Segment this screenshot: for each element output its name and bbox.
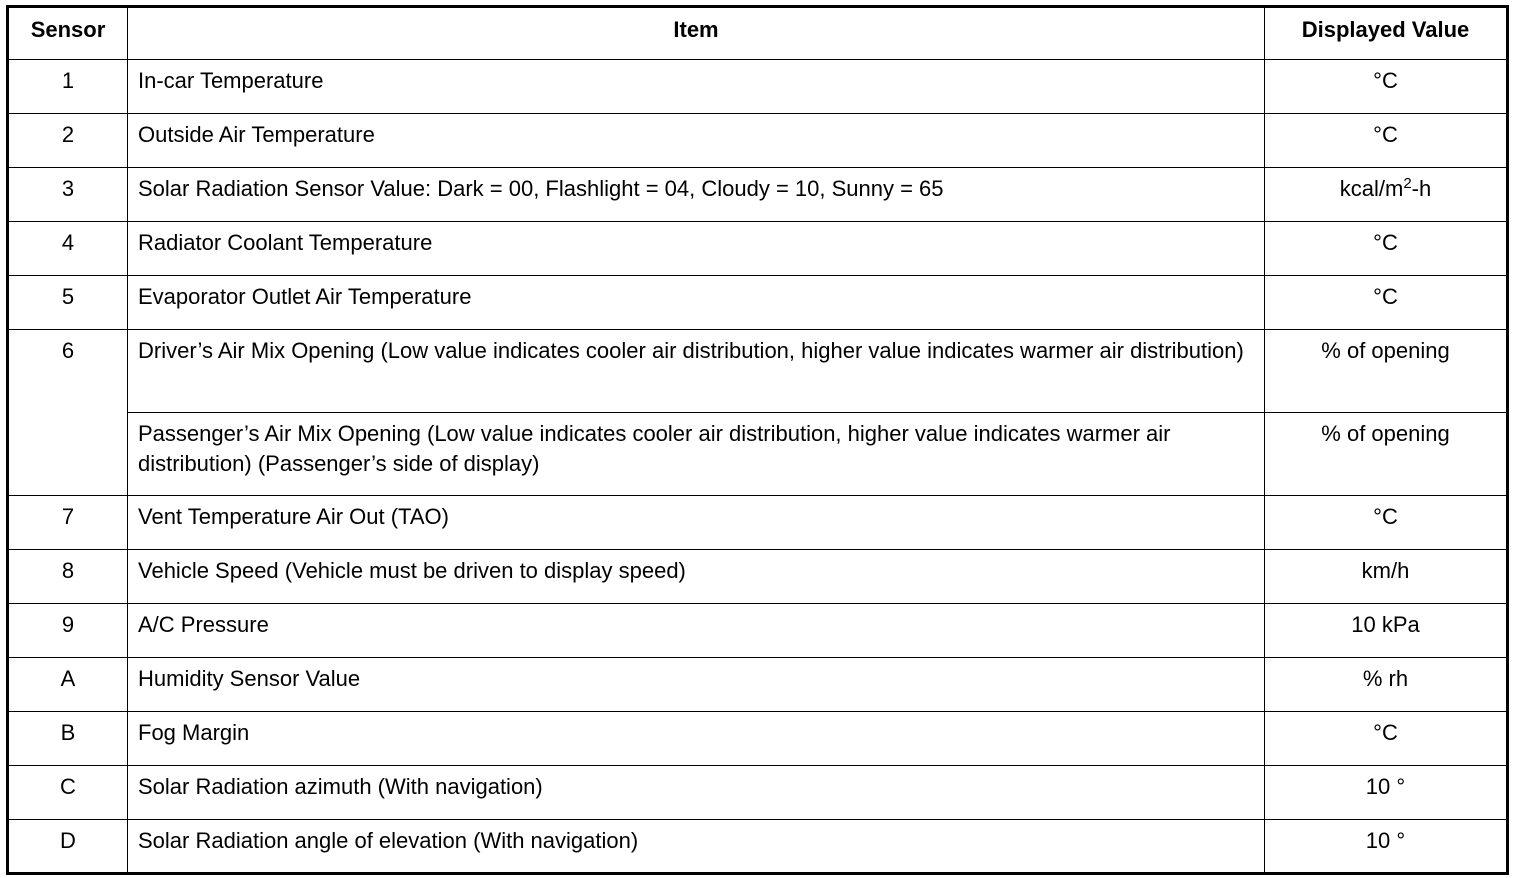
item-text: Solar Radiation angle of elevation (With navigation) bbox=[128, 820, 1265, 874]
displayed-value: °C bbox=[1265, 60, 1508, 114]
displayed-value: °C bbox=[1265, 114, 1508, 168]
sensor-id: 3 bbox=[8, 168, 128, 222]
table-row bbox=[8, 658, 1508, 712]
item-text: Vent Temperature Air Out (TAO) bbox=[128, 496, 1265, 550]
item-text: Vehicle Speed (Vehicle must be driven to display speed) bbox=[128, 550, 1265, 604]
table-row bbox=[8, 550, 1508, 604]
table-row bbox=[8, 712, 1508, 766]
sensor-table bbox=[6, 5, 1509, 875]
sensor-id: 9 bbox=[8, 604, 128, 658]
table-row bbox=[8, 276, 1508, 330]
value-unit-exponent: 2 bbox=[1403, 175, 1412, 192]
sensor-id: 8 bbox=[8, 550, 128, 604]
header-item: Item bbox=[128, 7, 1265, 60]
item-text: Humidity Sensor Value bbox=[128, 658, 1265, 712]
item-text: A/C Pressure bbox=[128, 604, 1265, 658]
displayed-value: 10 ° bbox=[1265, 766, 1508, 820]
displayed-value: °C bbox=[1265, 712, 1508, 766]
displayed-value: km/h bbox=[1265, 550, 1508, 604]
displayed-value: °C bbox=[1265, 276, 1508, 330]
sensor-id: 5 bbox=[8, 276, 128, 330]
displayed-value: 10 kPa bbox=[1265, 604, 1508, 658]
item-text: Outside Air Temperature bbox=[128, 114, 1265, 168]
item-text: Passenger’s Air Mix Opening (Low value indicates cooler air distribution, higher value indicates warmer air distribution) (Passenger’s side of display) bbox=[128, 413, 1265, 496]
sensor-id: 1 bbox=[8, 60, 128, 114]
item-text: Solar Radiation azimuth (With navigation) bbox=[128, 766, 1265, 820]
item-text: Solar Radiation Sensor Value: Dark = 00, Flashlight = 04, Cloudy = 10, Sunny = 65 bbox=[128, 168, 1265, 222]
sensor-id: D bbox=[8, 820, 128, 874]
header-row bbox=[8, 7, 1508, 60]
value-unit-base: kcal/m bbox=[1339, 176, 1404, 201]
sensor-id: 4 bbox=[8, 222, 128, 276]
sensor-id: 2 bbox=[8, 114, 128, 168]
sensor-id: A bbox=[8, 658, 128, 712]
sensor-id: 6 bbox=[8, 330, 128, 496]
displayed-value: °C bbox=[1265, 222, 1508, 276]
item-text: In-car Temperature bbox=[128, 60, 1265, 114]
header-sensor: Sensor bbox=[8, 7, 128, 60]
displayed-value: % of opening bbox=[1265, 330, 1508, 413]
table-row bbox=[8, 330, 1508, 413]
table-row bbox=[8, 60, 1508, 114]
item-text: Driver’s Air Mix Opening (Low value indicates cooler air distribution, higher value indicates warmer air distribution) bbox=[128, 330, 1265, 413]
value-unit-tail: -h bbox=[1411, 176, 1432, 201]
table-row bbox=[8, 114, 1508, 168]
table-row bbox=[8, 766, 1508, 820]
displayed-value: °C bbox=[1265, 496, 1508, 550]
table-row bbox=[8, 222, 1508, 276]
displayed-value bbox=[1265, 168, 1508, 222]
header-displayed-value: Displayed Value bbox=[1265, 7, 1508, 60]
displayed-value: % of opening bbox=[1265, 413, 1508, 496]
table-row bbox=[8, 168, 1508, 222]
item-text: Fog Margin bbox=[128, 712, 1265, 766]
sensor-id: B bbox=[8, 712, 128, 766]
table-row bbox=[8, 820, 1508, 874]
table-row bbox=[8, 496, 1508, 550]
item-text: Evaporator Outlet Air Temperature bbox=[128, 276, 1265, 330]
sensor-id: C bbox=[8, 766, 128, 820]
item-text: Radiator Coolant Temperature bbox=[128, 222, 1265, 276]
sensor-id: 7 bbox=[8, 496, 128, 550]
displayed-value: % rh bbox=[1265, 658, 1508, 712]
table-row bbox=[8, 413, 1508, 496]
displayed-value: 10 ° bbox=[1265, 820, 1508, 874]
table-row bbox=[8, 604, 1508, 658]
